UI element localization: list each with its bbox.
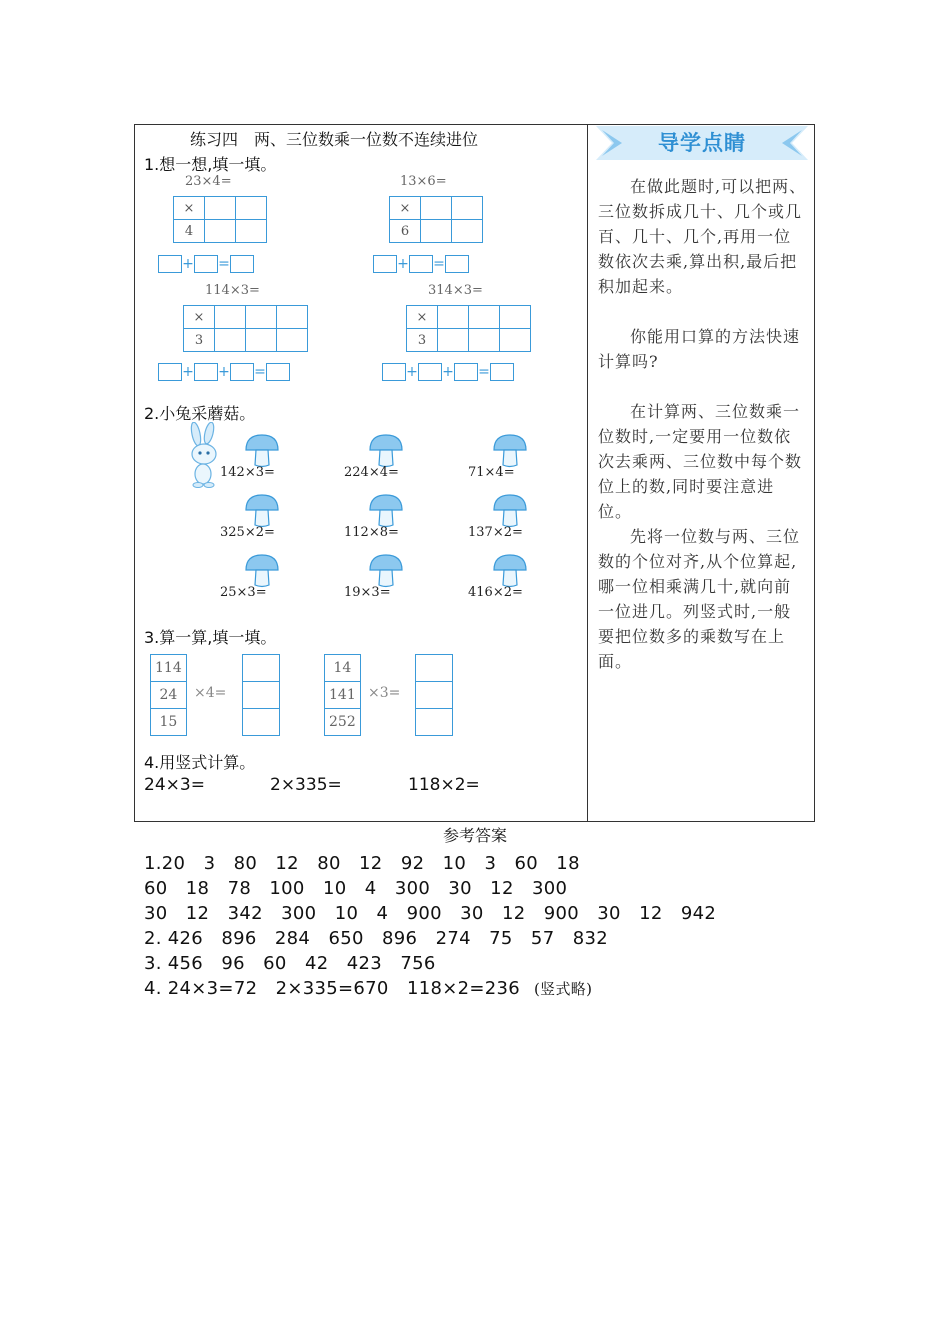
column-divider [587, 124, 588, 822]
answer-box[interactable] [230, 363, 254, 381]
mushroom-icon [368, 434, 404, 468]
mushroom-icon [244, 554, 280, 588]
q3-heading: 3.算一算,填一填。 [144, 628, 277, 647]
q1-grid [173, 196, 267, 243]
q3-right-op: ×3= [368, 685, 401, 701]
mushroom-icon [368, 554, 404, 588]
grid-cell[interactable] [469, 306, 500, 329]
mushroom-item: 25×3= [220, 554, 330, 600]
multiplier: 3 [184, 329, 215, 352]
sidebar-title: 导学点睛 [658, 131, 746, 155]
q1-expr: 23×4= [185, 174, 232, 189]
answer-note: (竖式略) [534, 980, 593, 998]
mushroom-item: 142×3= [220, 434, 330, 480]
mushroom-item: 224×4= [344, 434, 454, 480]
mushroom-icon [492, 434, 528, 468]
grid-cell[interactable] [215, 329, 246, 352]
answer-cell[interactable] [416, 682, 453, 709]
grid-cell[interactable] [205, 197, 236, 220]
grid-cell[interactable] [452, 220, 483, 243]
tip-paragraph: 在做此题时,可以把两、三位数拆成几十、几个或几百、几十、几个,再用一位数依次去乘,算出积,最后把积加起来。 [598, 177, 807, 296]
value-cell: 15 [151, 709, 187, 736]
times-sign: × [407, 306, 438, 329]
q1-expr: 314×3= [428, 283, 483, 298]
answer-cell[interactable] [243, 655, 280, 682]
answer-box[interactable] [373, 255, 397, 273]
q1-sum-row: + = [373, 253, 469, 274]
answer-cell[interactable] [243, 682, 280, 709]
grid-cell[interactable] [277, 306, 308, 329]
q3-left-values [150, 654, 187, 736]
grid-cell[interactable] [277, 329, 308, 352]
value-cell: 24 [151, 682, 187, 709]
q4-problem: 2×335= [270, 775, 342, 795]
answer-box[interactable] [454, 363, 478, 381]
grid-cell[interactable] [205, 220, 236, 243]
times-sign: × [390, 197, 421, 220]
mushroom-item: 71×4= [468, 434, 578, 480]
answer-box[interactable] [158, 255, 182, 273]
q4-problem: 24×3= [144, 775, 205, 795]
answer-box[interactable] [490, 363, 514, 381]
mushroom-icon [368, 494, 404, 528]
answer-cell[interactable] [416, 655, 453, 682]
grid-cell[interactable] [500, 306, 531, 329]
q1-expr: 13×6= [400, 174, 447, 189]
q1-sum-row: + + = [382, 361, 514, 382]
q3-right-answers [415, 654, 453, 736]
grid-cell[interactable] [438, 329, 469, 352]
grid-cell[interactable] [452, 197, 483, 220]
mushroom-icon [244, 434, 280, 468]
value-cell: 14 [325, 655, 361, 682]
answer-line: 30 12 342 300 10 4 900 30 12 900 30 12 942 [144, 903, 717, 924]
mushroom-icon [492, 494, 528, 528]
mushroom-item: 137×2= [468, 494, 578, 540]
answer-box[interactable] [194, 363, 218, 381]
answer-box[interactable] [194, 255, 218, 273]
answer-box[interactable] [266, 363, 290, 381]
q1-sum-row: + = [158, 253, 254, 274]
tip-paragraph: 你能用口算的方法快速计算吗? [598, 327, 801, 371]
grid-cell[interactable] [421, 197, 452, 220]
q1-grid [183, 305, 308, 352]
q3-left-answers [242, 654, 280, 736]
answer-box[interactable] [445, 255, 469, 273]
answer-box[interactable] [409, 255, 433, 273]
grid-cell[interactable] [500, 329, 531, 352]
multiplier: 4 [174, 220, 205, 243]
answer-box[interactable] [230, 255, 254, 273]
times-sign: × [184, 306, 215, 329]
multiplier: 6 [390, 220, 421, 243]
q1-expr: 114×3= [205, 283, 260, 298]
q4-problem: 118×2= [408, 775, 480, 795]
answer-cell[interactable] [243, 709, 280, 736]
grid-cell[interactable] [246, 329, 277, 352]
value-cell: 141 [325, 682, 361, 709]
q1-sum-row: + + = [158, 361, 290, 382]
page-title: 练习四 两、三位数乘一位数不连续进位 [190, 130, 479, 149]
grid-cell[interactable] [421, 220, 452, 243]
q1-heading: 1.想一想,填一填。 [144, 155, 277, 174]
q2-heading: 2.小兔采蘑菇。 [144, 404, 256, 423]
mushroom-item: 325×2= [220, 494, 330, 540]
grid-cell[interactable] [438, 306, 469, 329]
sidebar-text [598, 174, 808, 674]
answer-line: 2. 426 896 284 650 896 274 75 57 832 [144, 928, 608, 949]
tip-paragraph: 在计算两、三位数乘一位数时,一定要用一位数依次去乘两、三位数中每个数位上的数,同时要注意进位。 [598, 402, 803, 521]
mushroom-icon [244, 494, 280, 528]
times-sign: × [174, 197, 205, 220]
answer-line: 3. 456 96 60 42 423 756 [144, 953, 436, 974]
value-cell: 114 [151, 655, 187, 682]
grid-cell[interactable] [236, 197, 267, 220]
answer-box[interactable] [382, 363, 406, 381]
value-cell: 252 [325, 709, 361, 736]
grid-cell[interactable] [236, 220, 267, 243]
answer-line: 1.20 3 80 12 80 12 92 10 3 60 18 [144, 853, 580, 874]
q1-grid [406, 305, 531, 352]
grid-cell[interactable] [215, 306, 246, 329]
grid-cell[interactable] [469, 329, 500, 352]
answers-title: 参考答案 [442, 826, 507, 845]
multiplier: 3 [407, 329, 438, 352]
mushroom-item: 19×3= [344, 554, 454, 600]
mushroom-icon [492, 554, 528, 588]
q3-left-op: ×4= [194, 685, 227, 701]
mushroom-item: 416×2= [468, 554, 578, 600]
answer-line: 60 18 78 100 10 4 300 30 12 300 [144, 878, 568, 899]
q3-right-values [324, 654, 361, 736]
answer-cell[interactable] [416, 709, 453, 736]
answer-box[interactable] [158, 363, 182, 381]
q4-heading: 4.用竖式计算。 [144, 753, 256, 772]
mushroom-item: 112×8= [344, 494, 454, 540]
answer-box[interactable] [418, 363, 442, 381]
answer-line: 4. 24×3=72 2×335=670 118×2=236 (竖式略) [144, 978, 593, 999]
tip-paragraph: 先将一位数与两、三位数的个位对齐,从个位算起,哪一位相乘满几十,就向前一位进几。列竖式时,一般要把位数多的乘数写在上面。 [598, 527, 801, 671]
grid-cell[interactable] [246, 306, 277, 329]
q1-grid [389, 196, 483, 243]
